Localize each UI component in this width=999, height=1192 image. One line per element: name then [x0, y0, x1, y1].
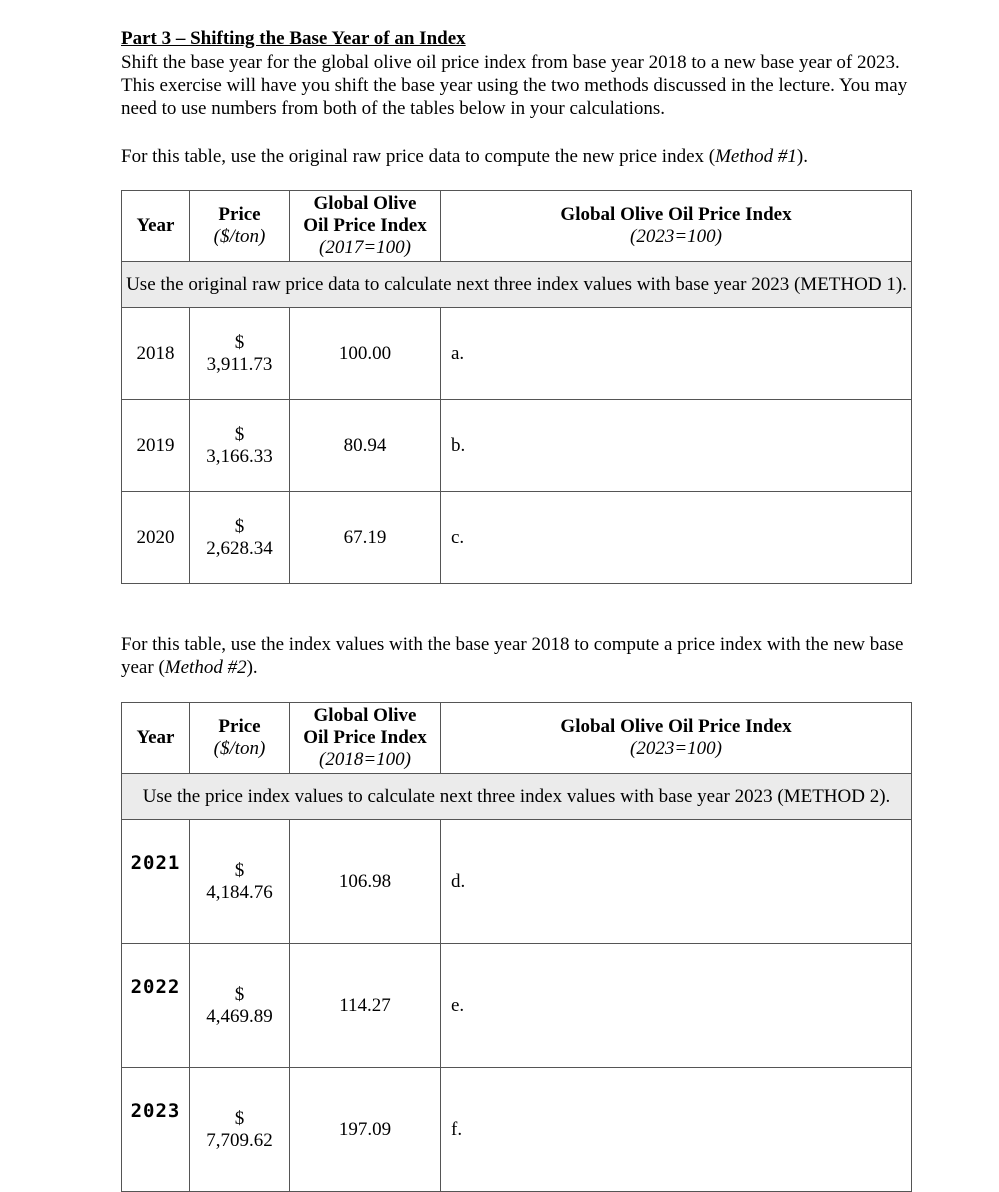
method2-instructions: [121, 633, 911, 679]
band-text: Use the price index values to calculate next three index values with base year 2023 (METHOD 2).: [122, 774, 912, 820]
price-cell: $ 7,709.62: [190, 1068, 290, 1192]
table-row: [122, 820, 912, 944]
year-cell: 2018: [122, 308, 190, 400]
method1-label: Method #1: [715, 146, 797, 167]
header-new-index: Global Olive Oil Price Index (2023=100): [441, 703, 912, 774]
year-cell: 2019: [122, 400, 190, 492]
answer-cell[interactable]: b.: [441, 400, 912, 492]
section-heading: Part 3 – Shifting the Base Year of an Index: [121, 28, 466, 49]
intro-paragraph: Shift the base year for the global olive oil price index from base year 2018 to a new base year of 2023. This exercise will have you shift the base year using the two methods discussed in the lecture. You may need to use numbers from both of the tables below in your calculations.: [121, 52, 908, 119]
method2-text: For this table, use the index values with the base year 2018 to compute a price index with the new base year (: [121, 634, 904, 678]
method1-table: [121, 190, 912, 584]
answer-cell[interactable]: f.: [441, 1068, 912, 1192]
method1-text: For this table, use the original raw price data to compute the new price index (: [121, 146, 716, 167]
method2-end: ).: [246, 657, 258, 678]
index-cell: 67.19: [290, 492, 441, 584]
table-row: [122, 308, 912, 400]
answer-cell[interactable]: a.: [441, 308, 912, 400]
year-cell: 2020: [122, 492, 190, 584]
index-cell: 80.94: [290, 400, 441, 492]
index-cell: 100.00: [290, 308, 441, 400]
header-index: Global Olive Oil Price Index (2018=100): [290, 703, 441, 774]
index-cell: 106.98: [290, 820, 441, 944]
answer-cell[interactable]: e.: [441, 944, 912, 1068]
table-row: [122, 492, 912, 584]
table-header-row: [122, 191, 912, 262]
table-row: [122, 944, 912, 1068]
table-row: [122, 400, 912, 492]
table-header-row: [122, 703, 912, 774]
price-cell: $ 2,628.34: [190, 492, 290, 584]
price-cell: $ 3,166.33: [190, 400, 290, 492]
method2-label: Method #2: [164, 657, 247, 678]
header-price: Price ($/ton): [190, 703, 290, 774]
method1-instructions: [121, 145, 921, 168]
header-new-index: Global Olive Oil Price Index (2023=100): [441, 191, 912, 262]
index-cell: 114.27: [290, 944, 441, 1068]
table-row: [122, 1068, 912, 1192]
header-year: Year: [122, 191, 190, 262]
band-text: Use the original raw price data to calculate next three index values with base year 2023 (METHOD 1).: [122, 262, 912, 308]
answer-cell[interactable]: d.: [441, 820, 912, 944]
header-year: Year: [122, 703, 190, 774]
price-cell: $ 4,469.89: [190, 944, 290, 1068]
year-cell: 2022: [122, 944, 190, 1068]
index-cell: 197.09: [290, 1068, 441, 1192]
answer-cell[interactable]: c.: [441, 492, 912, 584]
year-cell: 2023: [122, 1068, 190, 1192]
instruction-band: [122, 262, 912, 308]
method1-end: ).: [796, 146, 808, 167]
year-cell: 2021: [122, 820, 190, 944]
price-cell: $ 4,184.76: [190, 820, 290, 944]
price-cell: $ 3,911.73: [190, 308, 290, 400]
header-price: Price ($/ton): [190, 191, 290, 262]
method2-table: [121, 702, 912, 1192]
instruction-band: [122, 774, 912, 820]
header-index: Global Olive Oil Price Index (2017=100): [290, 191, 441, 262]
